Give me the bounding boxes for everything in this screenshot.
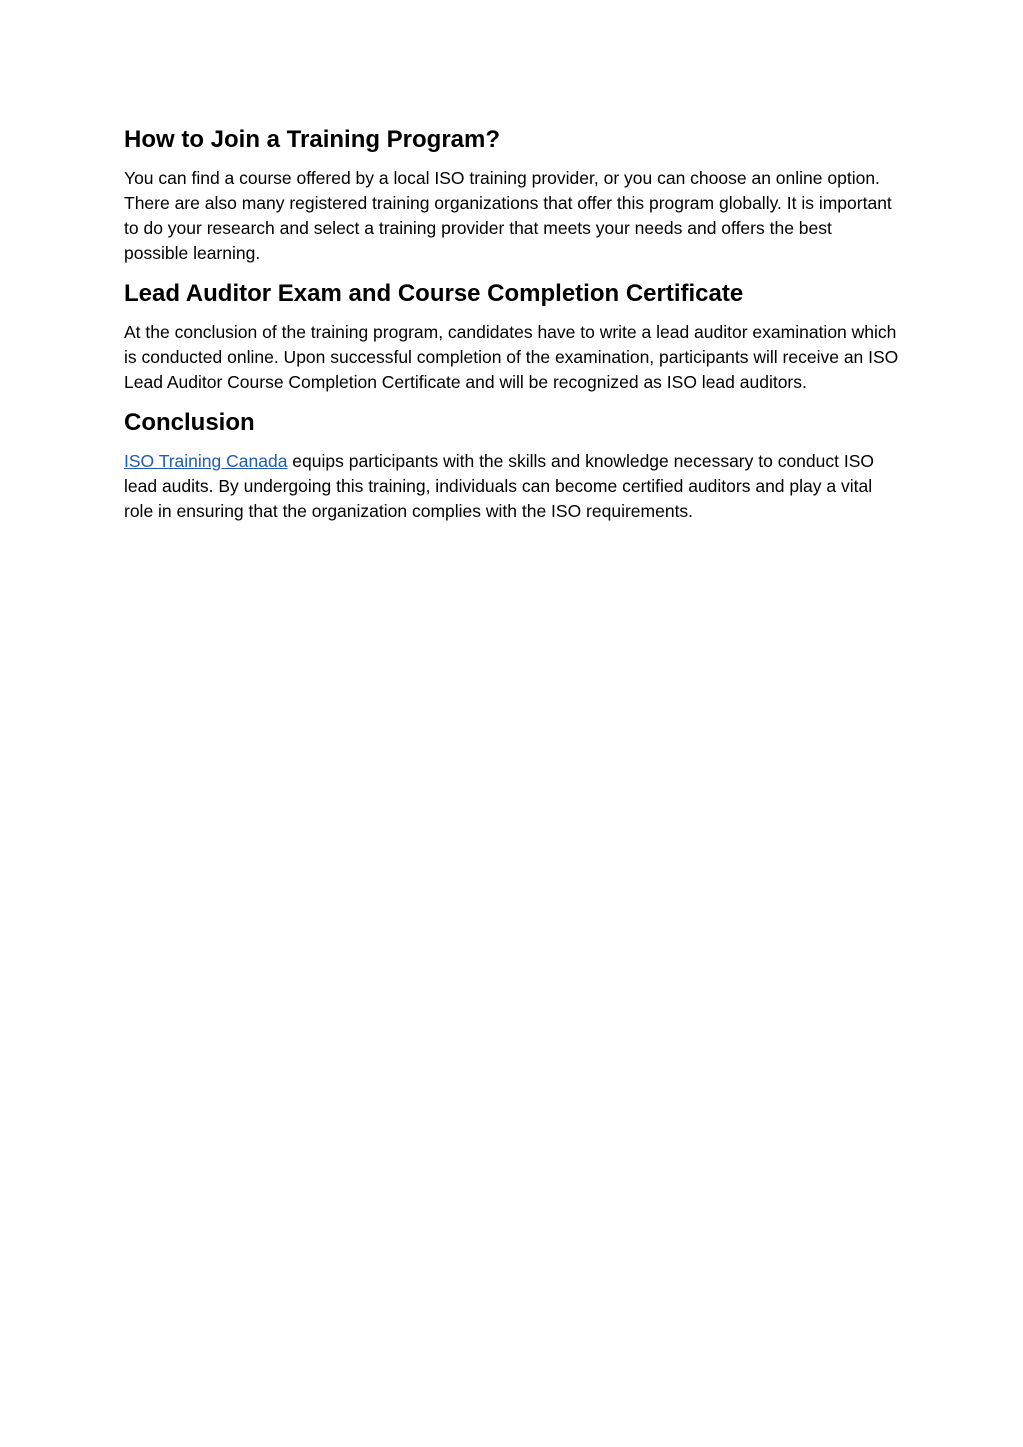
paragraph-conclusion	[124, 449, 899, 524]
heading-join-training: How to Join a Training Program?	[124, 126, 501, 153]
document-page	[124, 124, 899, 536]
section-lead-auditor-exam	[124, 278, 899, 395]
iso-training-canada-link[interactable]: ISO Training Canada	[124, 451, 288, 471]
heading-conclusion: Conclusion	[124, 409, 255, 436]
paragraph-join-training: You can find a course offered by a local ISO training provider, or you can choose an online option. There are also many registered training organizations that offer this program globally. It is important to do your research and select a training provider that meets your needs and offers the best possible learning.	[124, 168, 892, 263]
heading-lead-auditor-exam: Lead Auditor Exam and Course Completion Certificate	[124, 280, 744, 307]
paragraph-lead-auditor-exam: At the conclusion of the training program, candidates have to write a lead auditor examination which is conducted online. Upon successful completion of the examination, participants will receive an ISO Lead Auditor Course Completion Certificate and will be recognized as ISO lead auditors.	[124, 322, 899, 392]
section-join-training	[124, 124, 899, 266]
paragraph-conclusion-text: equips participants with the skills and knowledge necessary to conduct ISO lead audits. By undergoing this training, individuals can become certified auditors and play a vital role in ensuring that the organization complies with the ISO requirements.	[124, 451, 875, 521]
section-conclusion	[124, 407, 899, 524]
